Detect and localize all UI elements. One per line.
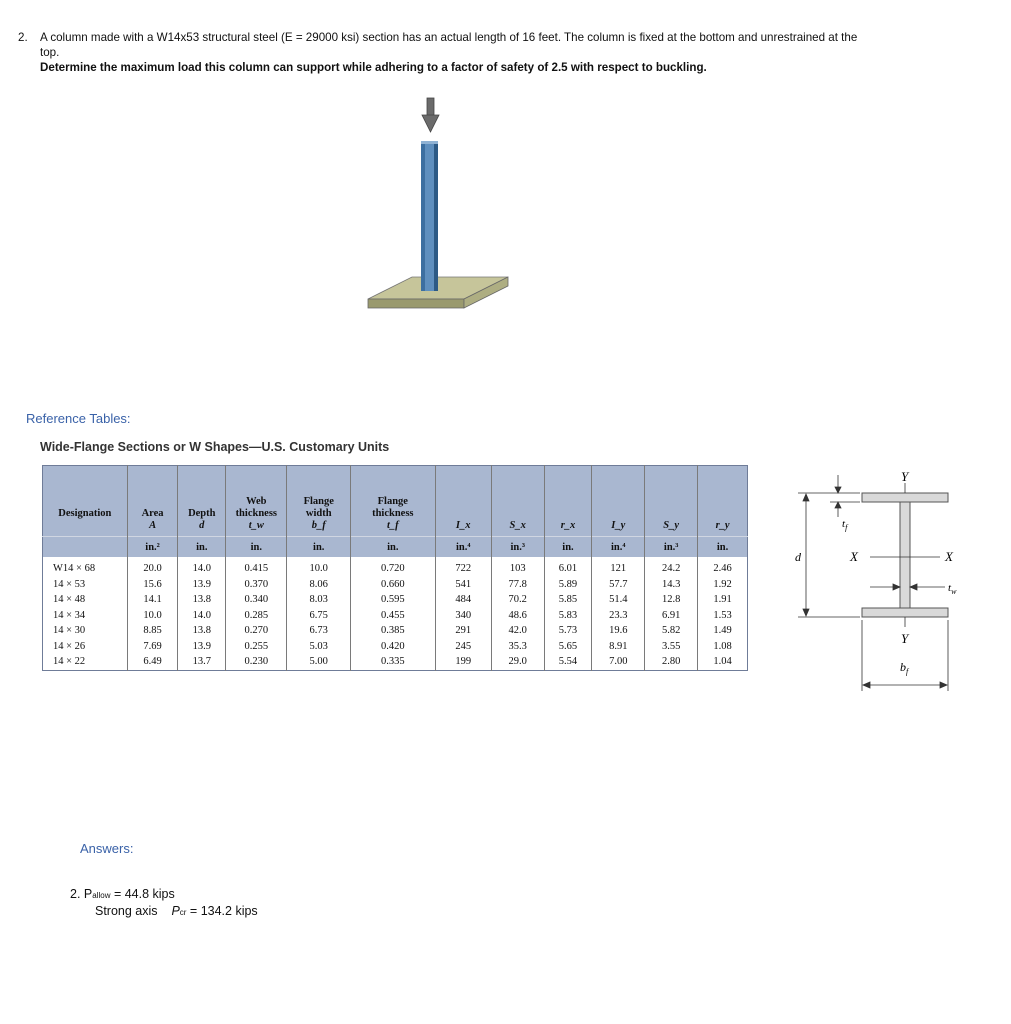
designation-cell: 14 × 53 [43,577,128,593]
value-cell: 14.0 [178,557,226,577]
value-cell: 0.255 [226,639,287,655]
tf-label: $t_f$ [842,518,848,532]
unit-cell: in. [698,537,748,558]
value-cell: 291 [435,623,491,639]
col-header-ry: r_y [698,466,748,537]
dimension-tf [830,475,860,517]
problem-text: A column made with a W14x53 structural steel (E = 29000 ksi) section has an actual length of 16 feet. The column is fixed at the bottom and unrestrained at the top. [40,31,858,59]
table-row [43,577,748,593]
value-cell: 10.0 [287,557,351,577]
value-cell: 5.85 [544,592,592,608]
value-cell: 77.8 [491,577,544,593]
answer-critical-load: Strong axis Pcr = 134.2 kips [95,904,258,918]
value-cell: 19.6 [592,623,645,639]
table-row [43,654,748,670]
value-cell: 1.92 [698,577,748,593]
value-cell: 5.89 [544,577,592,593]
value-cell: 5.73 [544,623,592,639]
value-cell: 12.8 [645,592,698,608]
value-cell: 7.00 [592,654,645,670]
value-cell: 1.53 [698,608,748,624]
table-row [43,639,748,655]
value-cell: 5.03 [287,639,351,655]
value-cell: 42.0 [491,623,544,639]
value-cell: 6.75 [287,608,351,624]
value-cell: 13.8 [178,592,226,608]
x-axis-right-label: X [945,549,953,564]
designation-cell: 14 × 26 [43,639,128,655]
value-cell: 5.54 [544,654,592,670]
value-cell: 2.80 [645,654,698,670]
col-header-ix: I_x [435,466,491,537]
col-header-sx: S_x [491,466,544,537]
value-cell: 8.06 [287,577,351,593]
value-cell: 0.660 [350,577,435,593]
value-cell: 13.9 [178,639,226,655]
value-cell: 70.2 [491,592,544,608]
value-cell: 8.85 [127,623,178,639]
designation-cell: 14 × 30 [43,623,128,639]
value-cell: 0.385 [350,623,435,639]
value-cell: 7.69 [127,639,178,655]
value-cell: 13.9 [178,577,226,593]
reference-tables-heading: Reference Tables: [26,411,131,426]
table-row [43,608,748,624]
answers-heading: Answers: [80,841,134,856]
value-cell: 6.73 [287,623,351,639]
value-cell: 6.01 [544,557,592,577]
answer-allowable-load: 2. Pallow = 44.8 kips [70,887,175,901]
value-cell: 8.03 [287,592,351,608]
value-cell: 245 [435,639,491,655]
value-cell: 23.3 [592,608,645,624]
value-cell: 20.0 [127,557,178,577]
value-cell: 57.7 [592,577,645,593]
unit-cell: in. [544,537,592,558]
col-header-sy: S_y [645,466,698,537]
value-cell: 1.91 [698,592,748,608]
bf-label: $b_f$ [900,660,909,676]
value-cell: 24.2 [645,557,698,577]
value-cell: 6.91 [645,608,698,624]
tw-label: $t_w$ [948,582,957,596]
table-row [43,623,748,639]
value-cell: 13.7 [178,654,226,670]
y-axis-bottom-label: Y [901,631,909,646]
designation-cell: W14 × 68 [43,557,128,577]
value-cell: 121 [592,557,645,577]
value-cell: 0.420 [350,639,435,655]
value-cell: 13.8 [178,623,226,639]
unit-cell: in. [350,537,435,558]
value-cell: 722 [435,557,491,577]
designation-cell: 14 × 34 [43,608,128,624]
table-body [43,557,748,670]
value-cell: 1.04 [698,654,748,670]
col-header-web-thickness: Web thickness t_w [226,466,287,537]
steel-column [421,141,438,291]
value-cell: 0.415 [226,557,287,577]
value-cell: 0.270 [226,623,287,639]
unit-cell: in.³ [645,537,698,558]
col-header-iy: I_y [592,466,645,537]
value-cell: 5.65 [544,639,592,655]
unit-cell: in.² [127,537,178,558]
value-cell: 5.83 [544,608,592,624]
value-cell: 48.6 [491,608,544,624]
problem-question: Determine the maximum load this column can support while adhering to a factor of safety of 2.5 with respect to buckling. [40,61,707,74]
col-header-area: Area A [127,466,178,537]
value-cell: 51.4 [592,592,645,608]
value-cell: 0.230 [226,654,287,670]
value-cell: 1.08 [698,639,748,655]
value-cell: 0.335 [350,654,435,670]
value-cell: 340 [435,608,491,624]
unit-cell: in.⁴ [592,537,645,558]
value-cell: 0.285 [226,608,287,624]
table-row [43,592,748,608]
value-cell: 14.1 [127,592,178,608]
table-units-row [43,537,748,558]
value-cell: 10.0 [127,608,178,624]
unit-cell: in.⁴ [435,537,491,558]
d-label: d [795,550,801,564]
value-cell: 199 [435,654,491,670]
designation-cell: 14 × 48 [43,592,128,608]
table-title: Wide-Flange Sections or W Shapes—U.S. Customary Units [40,440,390,454]
value-cell: 5.82 [645,623,698,639]
value-cell: 103 [491,557,544,577]
col-header-flange-thickness: Flange thickness t_f [350,466,435,537]
value-cell: 29.0 [491,654,544,670]
ibeam-cross-section-diagram [790,465,1000,695]
value-cell: 0.340 [226,592,287,608]
column-illustration [330,95,530,335]
unit-cell: in.³ [491,537,544,558]
col-header-depth: Depth d [178,466,226,537]
value-cell: 14.3 [645,577,698,593]
value-cell: 2.46 [698,557,748,577]
y-axis-top-label: Y [901,469,909,484]
ibeam-shape [862,493,948,617]
table-row [43,557,748,577]
unit-cell [43,537,128,558]
value-cell: 15.6 [127,577,178,593]
value-cell: 0.720 [350,557,435,577]
value-cell: 6.49 [127,654,178,670]
x-axis-left-label: X [850,549,858,564]
value-cell: 0.455 [350,608,435,624]
value-cell: 3.55 [645,639,698,655]
wide-flange-table [42,465,748,671]
unit-cell: in. [178,537,226,558]
value-cell: 484 [435,592,491,608]
value-cell: 0.595 [350,592,435,608]
problem-statement [18,30,858,75]
value-cell: 35.3 [491,639,544,655]
value-cell: 14.0 [178,608,226,624]
value-cell: 541 [435,577,491,593]
col-header-designation: Designation [43,466,128,537]
unit-cell: in. [287,537,351,558]
problem-number: 2. [18,31,28,44]
value-cell: 1.49 [698,623,748,639]
col-header-rx: r_x [544,466,592,537]
value-cell: 5.00 [287,654,351,670]
designation-cell: 14 × 22 [43,654,128,670]
unit-cell: in. [226,537,287,558]
col-header-flange-width: Flange width b_f [287,466,351,537]
value-cell: 0.370 [226,577,287,593]
load-arrow-icon [422,98,439,132]
value-cell: 8.91 [592,639,645,655]
table-header-row [43,466,748,537]
